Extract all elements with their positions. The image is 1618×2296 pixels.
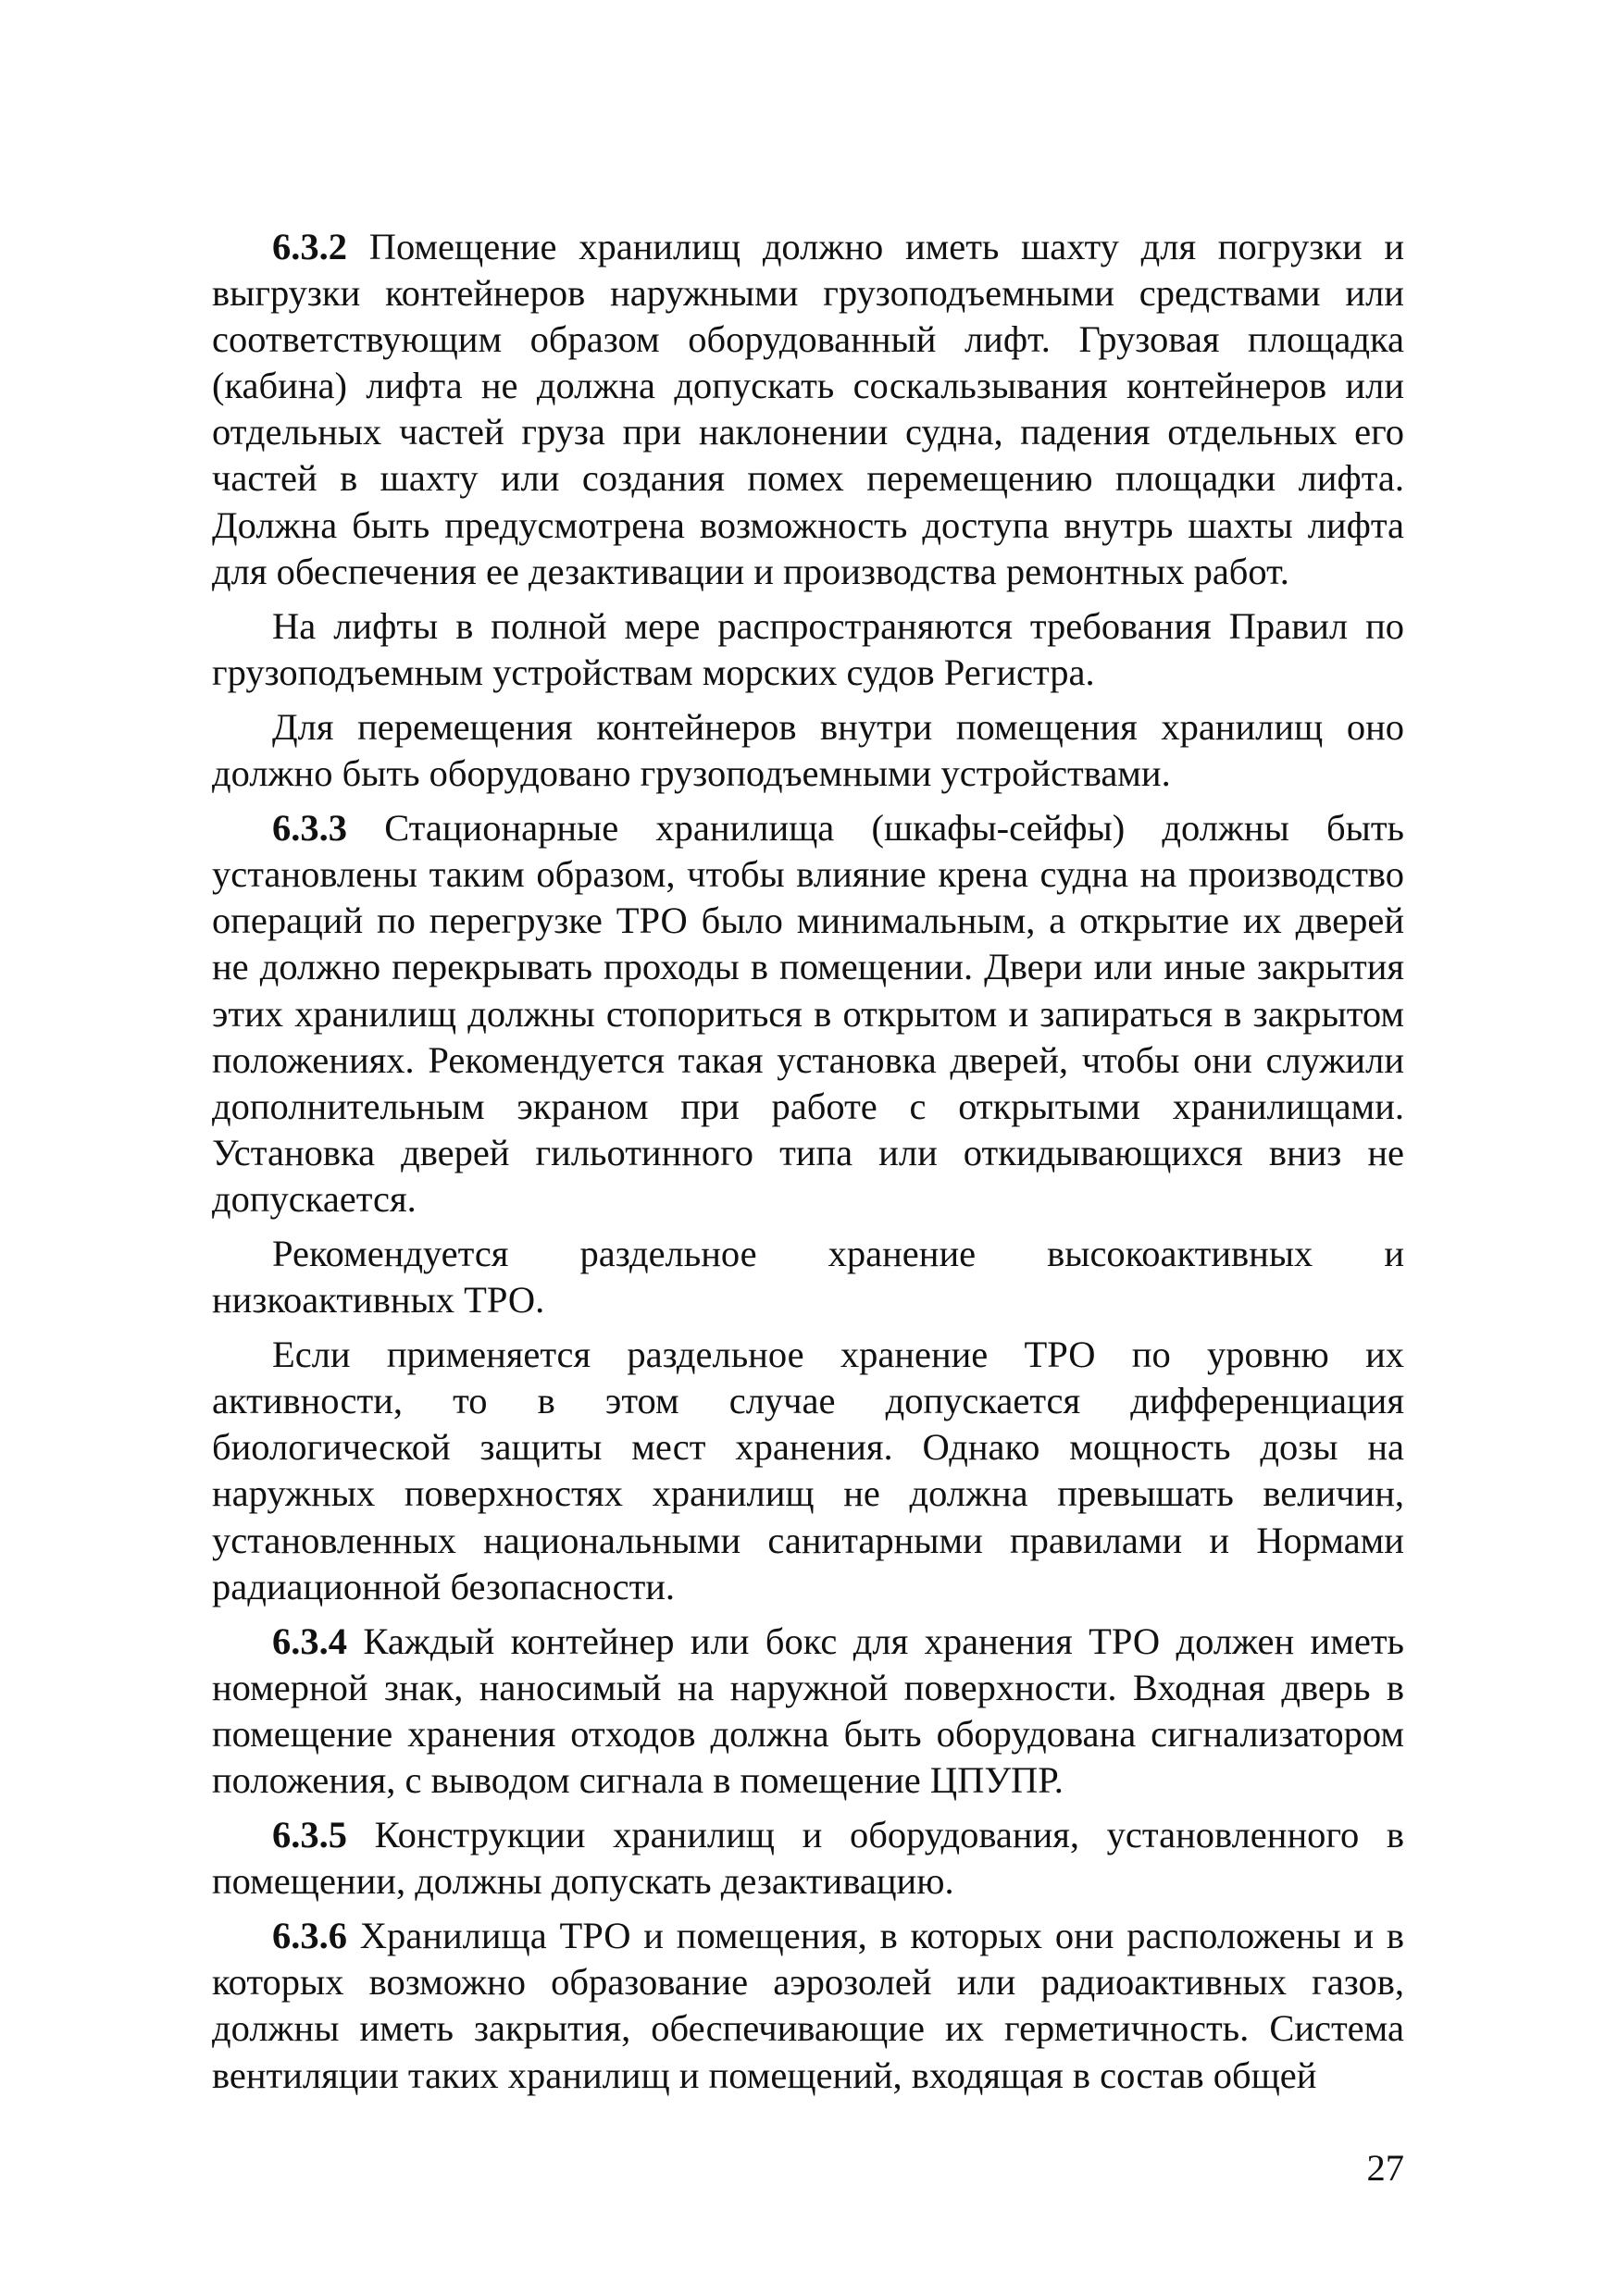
paragraph-text: Рекомендуется раздельное хранение высокоактивных и низкоактивных ТРО. — [212, 1232, 1404, 1322]
paragraph-text: Стационарные хранилища (шкафы-сейфы) должны быть установлены таким образом, чтобы влияние крена судна на производство операций по перегрузке ТРО было минимальным, а открытие их дверей не должно перекрывать проходы в помещении. Двери или иные закрытия этих хранилищ должны стопориться в открытом и запираться в закрытом положениях. Рекомендуется такая установка дверей, чтобы они служили дополнительным экраном при работе с открытыми хранилищами. Установка дверей гильотинного типа или откидывающихся вниз не допускается. — [212, 807, 1404, 1220]
paragraph-separate-storage — [212, 1231, 1404, 1323]
paragraph-text: Для перемещения контейнеров внутри помещения хранилищ оно должно быть оборудовано грузоподъемными устройствами. — [212, 705, 1404, 795]
page-number: 27 — [1366, 2147, 1404, 2189]
paragraph-6-3-3 — [212, 805, 1404, 1222]
paragraph-text: На лифты в полной мере распространяются требования Правил по грузоподъемным устройствам морских судов Регистра. — [212, 604, 1404, 693]
paragraph-lifts-rules — [212, 603, 1404, 696]
paragraph-container-movement — [212, 704, 1404, 797]
paragraph-text: Каждый контейнер или бокс для хранения ТРО должен иметь номерной знак, наносимый на наружной поверхности. Входная дверь в помещение хранения отходов должна быть оборудована сигнализатором положения, с выводом сигнала в помещение ЦПУПР. — [212, 1620, 1404, 1801]
section-number: 6.3.5 — [272, 1814, 347, 1856]
paragraph-activity-level — [212, 1332, 1404, 1610]
section-number: 6.3.3 — [272, 807, 347, 850]
section-number: 6.3.6 — [272, 1915, 347, 1957]
paragraph-6-3-5 — [212, 1812, 1404, 1905]
section-number: 6.3.2 — [272, 226, 347, 267]
body-text — [212, 224, 1404, 2099]
paragraph-text: Конструкции хранилищ и оборудования, установленного в помещении, должны допускать дезактивацию. — [212, 1814, 1404, 1903]
section-number: 6.3.4 — [272, 1620, 347, 1662]
paragraph-text: Если применяется раздельное хранение ТРО по уровню их активности, то в этом случае допускается дифференциация биологической защиты мест хранения. Однако мощность дозы на наружных поверхностях хранилищ не должна превышать величин, установленных национальными санитарными правилами и Нормами радиационной безопасности. — [212, 1334, 1404, 1607]
paragraph-6-3-2 — [212, 224, 1404, 595]
paragraph-6-3-4 — [212, 1619, 1404, 1804]
paragraph-6-3-6 — [212, 1913, 1404, 2098]
paragraph-text: Помещение хранилищ должно иметь шахту для погрузки и выгрузки контейнеров наружными грузоподъемными средствами или соответствующим образом оборудованный лифт. Грузовая площадка (кабина) лифта не должна допускать соскальзывания контейнеров или отдельных частей груза при наклонении судна, падения отдельных его частей в шахту или создания помех перемещению площадки лифта. Должна быть предусмотрена возможность доступа внутрь шахты лифта для обеспечения ее дезактивации и производства ремонтных работ. — [212, 226, 1404, 592]
paragraph-text: Хранилища ТРО и помещения, в которых они расположены и в которых возможно образование аэрозолей или радиоактивных газов, должны иметь закрытия, обеспечивающие их герметичность. Система вентиляции таких хранилищ и помещений, входящая в состав общей — [212, 1915, 1404, 2096]
